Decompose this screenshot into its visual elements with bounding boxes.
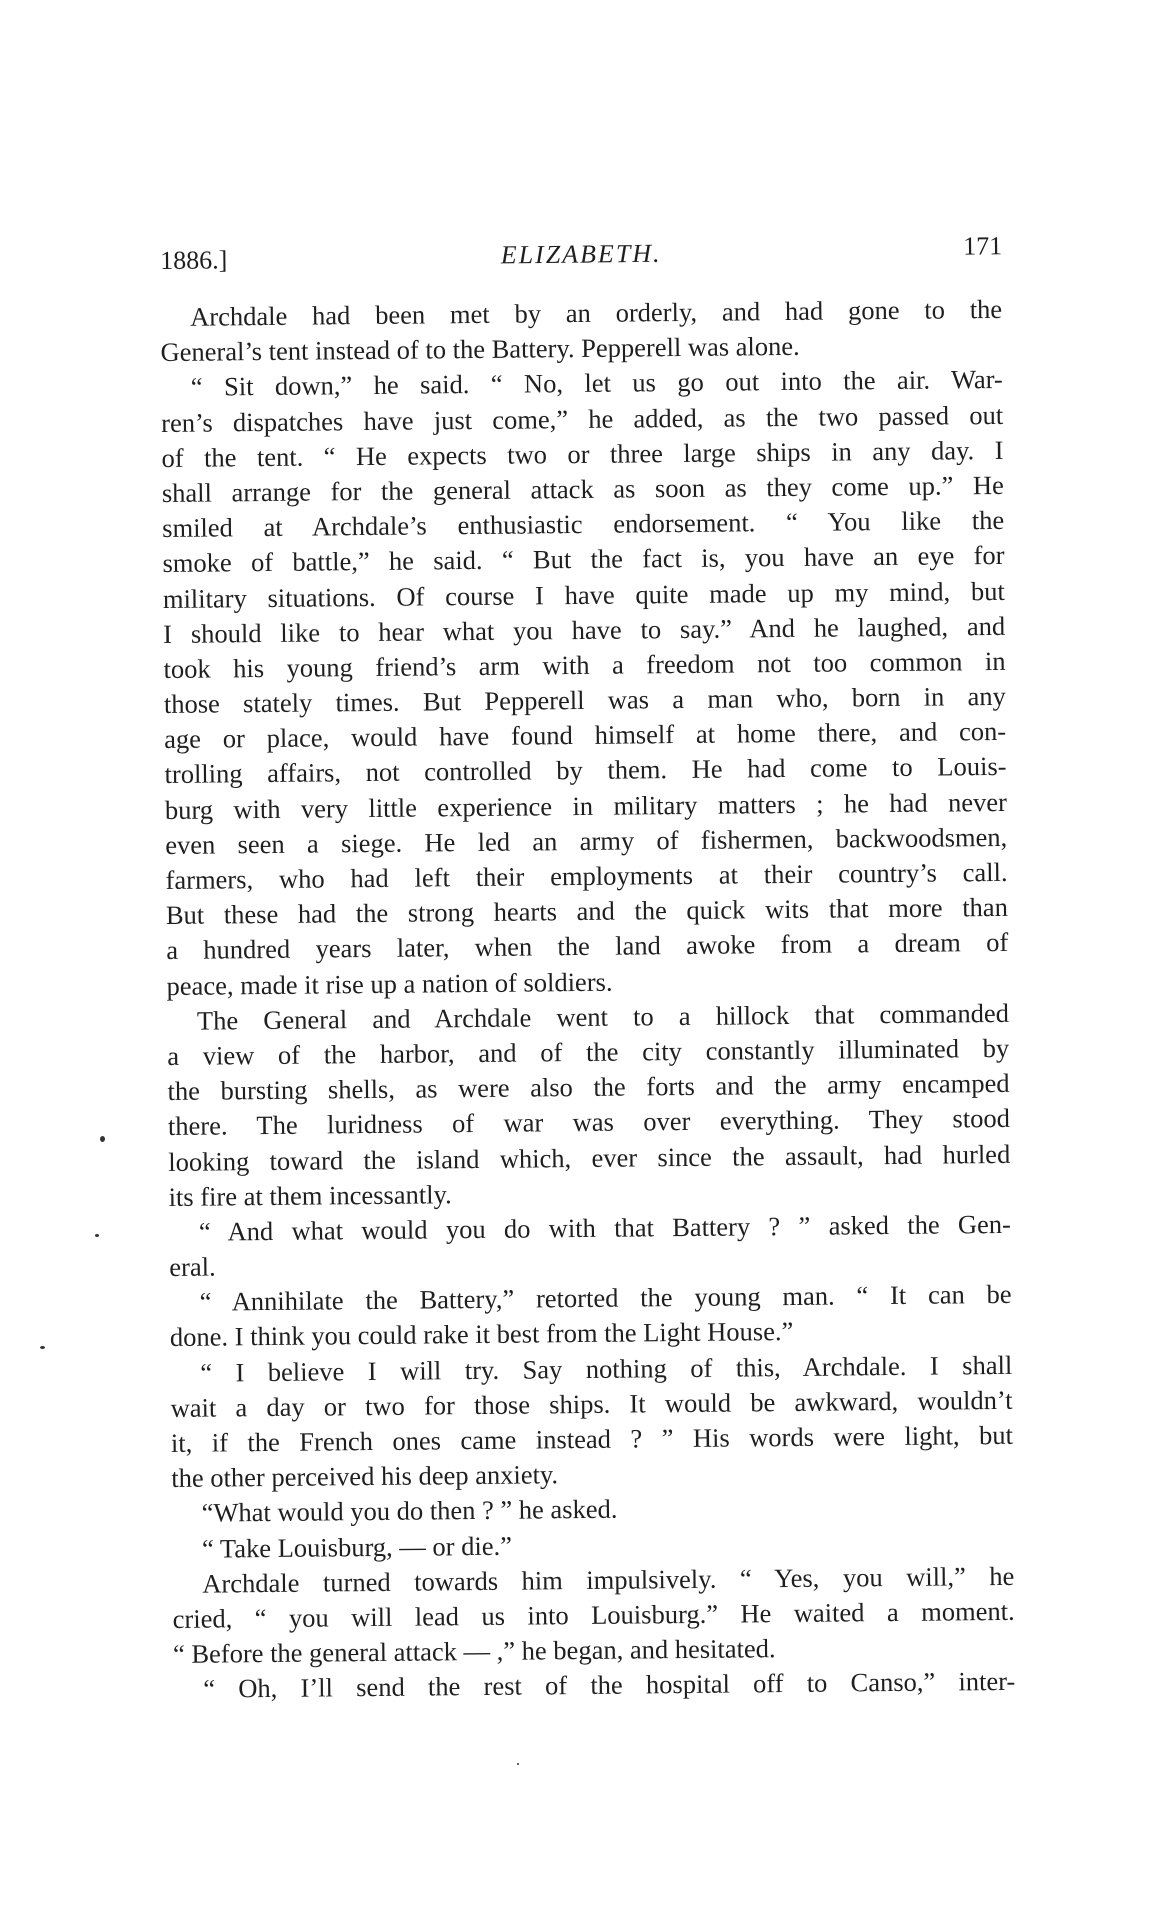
text-line: done. I think you could rake it best from the Light House.” bbox=[169, 1316, 794, 1353]
text-line: even seen a siege. He led an army of fishermen, backwoodsmen, bbox=[165, 821, 1008, 860]
page-number: 171 bbox=[962, 231, 1003, 261]
text-line: those stately times. But Pepperell was a man who, born in any bbox=[163, 680, 1006, 720]
text-line: trolling affairs, not controlled by them. He had come to Louis- bbox=[164, 751, 1007, 790]
text-line: Archdale had been met by an orderly, and had gone to the bbox=[190, 293, 1003, 332]
text-line: “What would you do then ? ” he asked. bbox=[201, 1494, 618, 1529]
text-line: Archdale turned towards him impulsively. “ Yes, you will,” he bbox=[202, 1560, 1015, 1599]
text-line: shall arrange for the general attack as soon as they come up.” He bbox=[161, 469, 1004, 508]
text-line: farmers, who had left their employments at their country’s call. bbox=[165, 856, 1008, 895]
speck bbox=[517, 1763, 519, 1765]
text-line: “ Before the general attack — ,” he began, and hesitated. bbox=[172, 1633, 776, 1670]
text-line: General’s tent instead of to the Battery. Pepperell was alone. bbox=[160, 331, 800, 368]
speck bbox=[40, 1346, 45, 1349]
text-line: it, if the French ones came instead ? ” His words were light, but bbox=[170, 1419, 1014, 1458]
speck bbox=[95, 1234, 99, 1237]
text-line: a view of the harbor, and of the city constantly illuminated by bbox=[167, 1032, 1010, 1071]
text-line: took his young friend’s arm with a freedom not too common in bbox=[163, 645, 1006, 684]
text-line: age or place, would have found himself at home there, and con- bbox=[164, 716, 1007, 755]
body-text bbox=[160, 292, 1015, 1708]
text-line: a hundred years later, when the land awoke from a dream of bbox=[166, 927, 1009, 966]
text-line: wait a day or two for those ships. It would be awkward, wouldn’t bbox=[170, 1384, 1013, 1423]
text-line: burg with very little experience in military matters ; he had never bbox=[164, 786, 1007, 825]
text-line: there. The luridness of war was over everything. They stood bbox=[167, 1103, 1011, 1142]
running-header bbox=[160, 231, 1002, 280]
text-line: of the tent. “ He expects two or three large ships in any day. I bbox=[161, 434, 1004, 473]
text-line: cried, “ you will lead us into Louisburg.” He waited a moment. bbox=[172, 1595, 1015, 1634]
header-year: 1886.] bbox=[160, 245, 228, 275]
text-line: “ Sit down,” he said. “ No, let us go out into the air. War- bbox=[190, 364, 1003, 403]
text-line: eral. bbox=[169, 1251, 216, 1283]
text-line: “ And what would you do with that Battery ? ” asked the Gen- bbox=[198, 1208, 1012, 1247]
text-line: “ Take Louisburg, — or die.” bbox=[201, 1530, 513, 1564]
text-line: “ Oh, I’ll send the rest of the hospital off to Canso,” inter- bbox=[203, 1666, 1016, 1704]
text-line: smiled at Archdale’s enthusiastic endorsement. “ You like the bbox=[162, 505, 1005, 544]
text-line: The General and Archdale went to a hillock that commanded bbox=[196, 997, 1010, 1036]
header-title: ELIZABETH. bbox=[500, 238, 662, 270]
text-line: “ I believe I will try. Say nothing of this, Archdale. I shall bbox=[200, 1349, 1013, 1388]
text-line: I should like to hear what you have to say.” And he laughed, and bbox=[163, 610, 1006, 649]
text-line: military situations. Of course I have quite made up my mind, but bbox=[162, 575, 1005, 614]
speck bbox=[100, 1136, 105, 1142]
text-line: looking toward the island which, ever since the assault, had hurled bbox=[168, 1138, 1011, 1177]
text-line: its fire at them incessantly. bbox=[168, 1178, 452, 1212]
text-line: ren’s dispatches have just come,” he added, as the two passed out bbox=[161, 399, 1004, 438]
text-line: the other perceived his deep anxiety. bbox=[171, 1459, 559, 1494]
text-line: “ Annihilate the Battery,” retorted the young man. “ It can be bbox=[199, 1279, 1012, 1317]
text-line: But these had the strong hearts and the quick wits that more than bbox=[165, 892, 1009, 931]
text-line: the bursting shells, as were also the forts and the army encamped bbox=[167, 1068, 1010, 1107]
text-line: peace, made it rise up a nation of soldiers. bbox=[166, 966, 613, 1001]
text-line: smoke of battle,” he said. “ But the fact is, you have an eye for bbox=[162, 540, 1005, 579]
